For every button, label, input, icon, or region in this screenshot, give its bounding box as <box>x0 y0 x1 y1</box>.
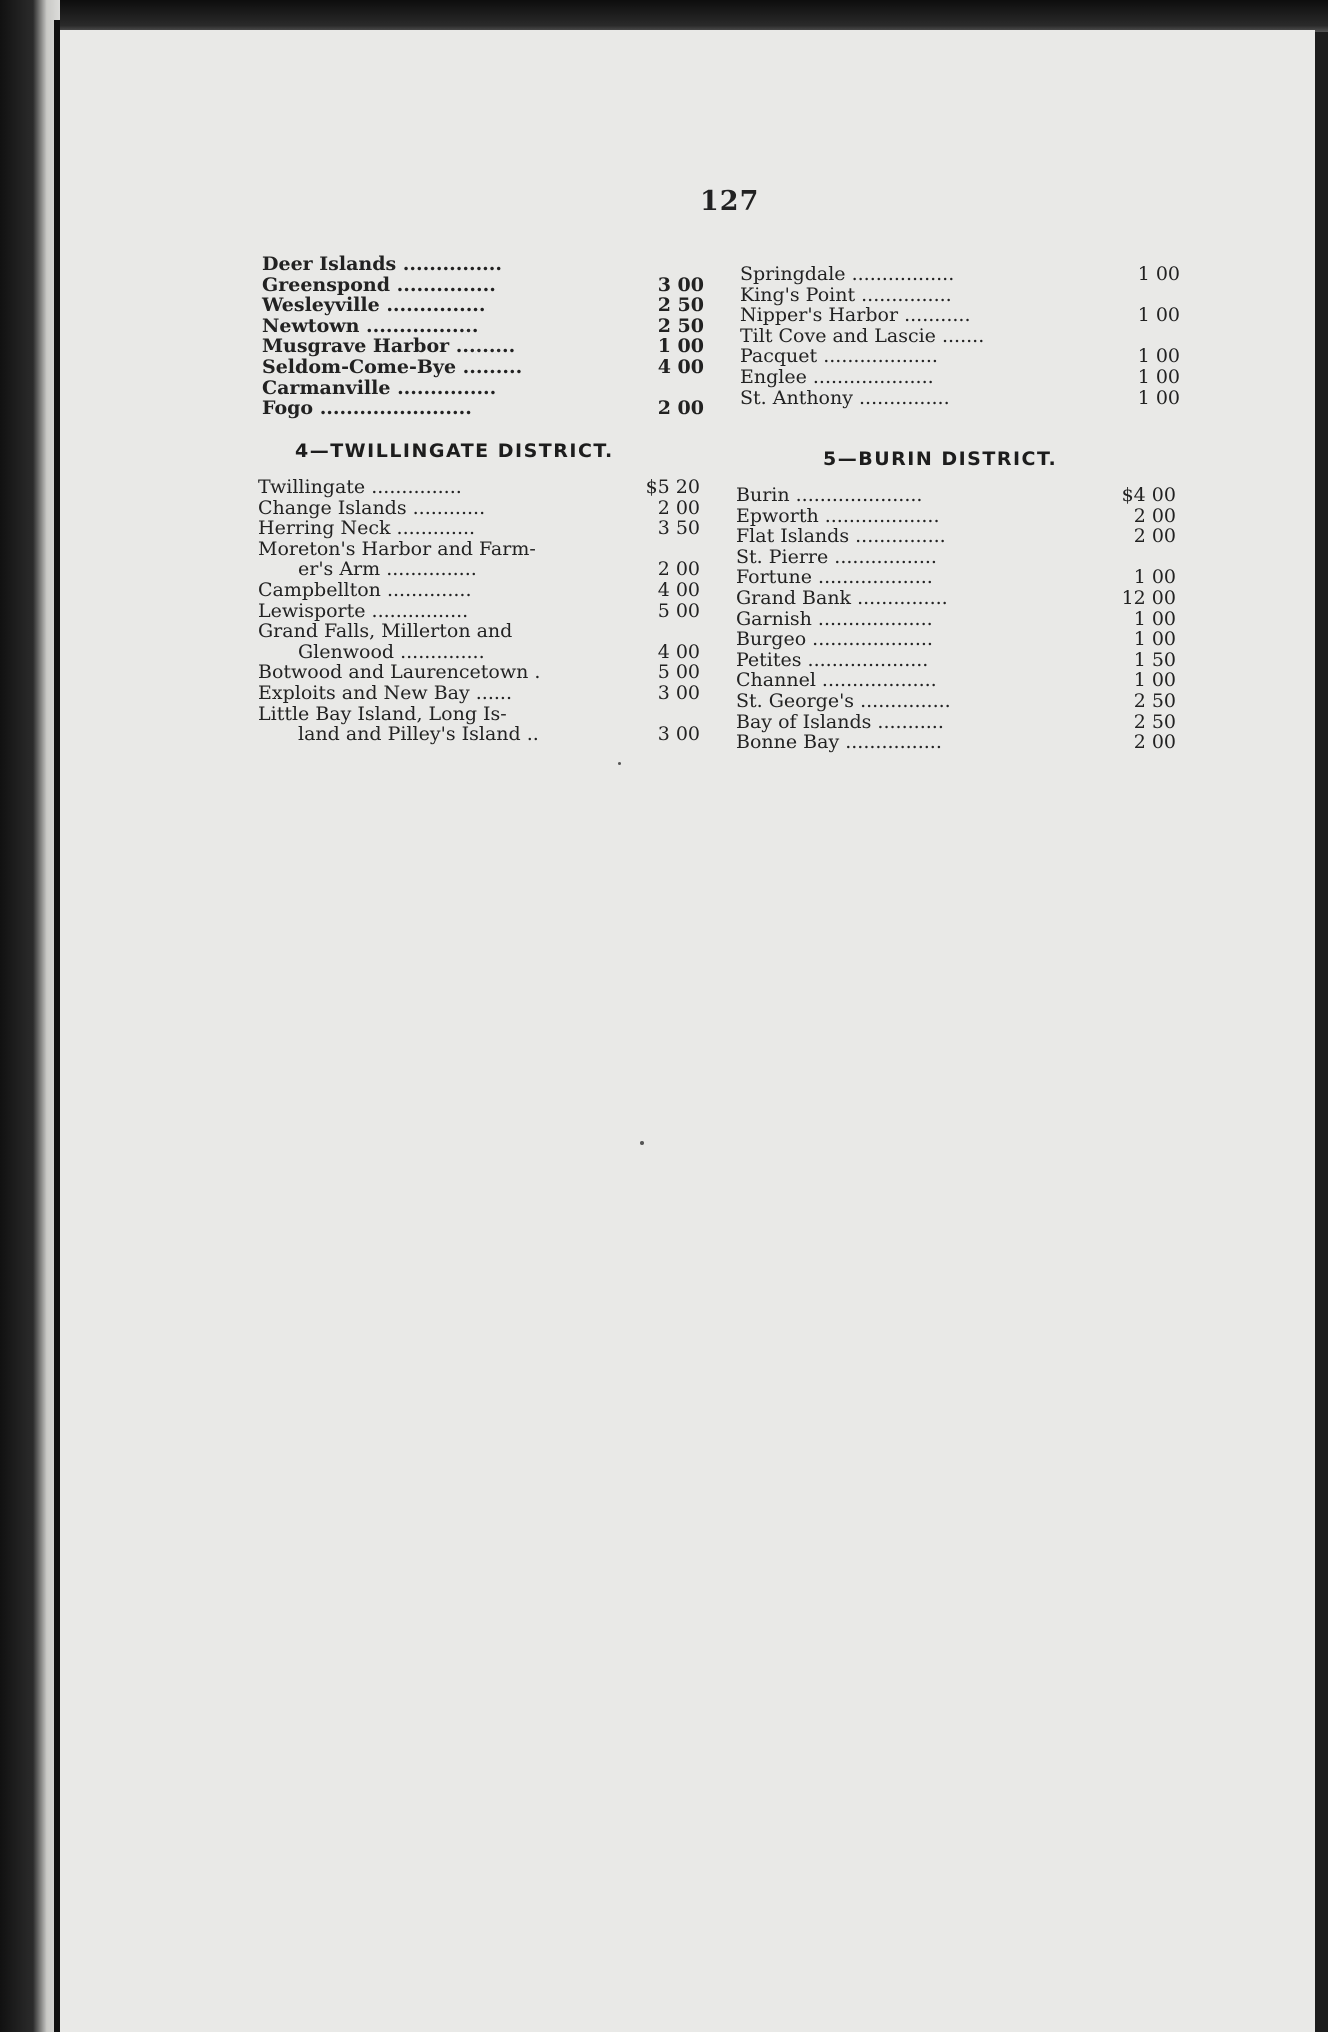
amount: 1 00 <box>1137 304 1180 327</box>
list-item <box>262 378 708 399</box>
place-name: Petites .................... <box>736 648 929 671</box>
list-item <box>258 662 704 683</box>
list-item <box>258 580 704 601</box>
twillingate-list <box>258 477 704 745</box>
place-name: Tilt Cove and Lascie ....... <box>740 324 985 347</box>
list-item <box>736 609 1178 630</box>
amount: 4 00 <box>657 640 700 663</box>
left-top-list <box>262 254 708 419</box>
place-name: St. Pierre ................. <box>736 545 937 568</box>
list-item <box>258 477 704 498</box>
page-speck <box>640 1141 644 1145</box>
list-item <box>736 670 1178 691</box>
place-name: Bonne Bay ................ <box>736 731 942 754</box>
place-name: Twillingate ............... <box>258 476 462 498</box>
scan-top-edge <box>0 0 1328 32</box>
list-item <box>258 518 704 539</box>
place-name: Herring Neck ............. <box>258 517 476 540</box>
amount: 1 00 <box>1133 607 1176 630</box>
list-item <box>740 388 1182 409</box>
amount: 2 00 <box>1133 525 1176 548</box>
list-item <box>258 498 704 519</box>
amount: 2 00 <box>1133 504 1176 527</box>
amount: 3 00 <box>657 273 704 296</box>
amount: 2 00 <box>657 397 704 420</box>
list-item <box>736 485 1178 506</box>
list-item <box>736 547 1178 568</box>
place-name: St. George's ............... <box>736 689 951 712</box>
place-name: Lewisporte ................ <box>258 599 469 622</box>
amount: 1 00 <box>1137 263 1180 285</box>
amount: 3 00 <box>657 681 700 704</box>
list-item <box>740 264 1182 285</box>
list-item <box>736 712 1178 733</box>
amount: 2 50 <box>1133 689 1176 712</box>
spine-edge <box>54 20 60 2032</box>
list-item <box>262 295 708 316</box>
list-item <box>740 285 1182 306</box>
place-name: Burgeo .................... <box>736 628 933 651</box>
place-name: Burin ..................... <box>736 484 923 506</box>
list-item <box>258 642 704 663</box>
place-name: Newtown ................. <box>262 314 479 337</box>
place-name: land and Pilley's Island .. <box>298 723 539 746</box>
list-item <box>736 629 1178 650</box>
place-name: Fortune ................... <box>736 566 933 589</box>
list-item <box>740 326 1182 347</box>
place-name: Little Bay Island, Long Is- <box>258 702 507 725</box>
place-name: Carmanville ............... <box>262 376 497 399</box>
list-item <box>736 567 1178 588</box>
place-name: Greenspond ............... <box>262 273 496 296</box>
place-name: Botwood and Laurencetown . <box>258 661 541 684</box>
place-name: Change Islands ............ <box>258 496 486 519</box>
list-item <box>258 559 704 580</box>
list-item <box>262 336 708 357</box>
place-name: St. Anthony ............... <box>740 386 950 409</box>
amount: 5 00 <box>657 599 700 622</box>
amount: 2 00 <box>1133 731 1176 754</box>
list-item <box>736 691 1178 712</box>
list-item <box>736 526 1178 547</box>
twillingate-heading: 4—TWILLINGATE DISTRICT. <box>295 440 614 462</box>
place-name: Moreton's Harbor and Farm- <box>258 537 536 560</box>
amount: 2 50 <box>657 294 704 317</box>
list-item <box>736 650 1178 671</box>
amount: 2 00 <box>657 496 700 519</box>
amount: 2 50 <box>1133 710 1176 733</box>
list-item <box>736 588 1178 609</box>
list-item <box>740 305 1182 326</box>
place-name: King's Point ............... <box>740 283 952 306</box>
amount: 1 00 <box>1133 669 1176 692</box>
list-item <box>736 506 1178 527</box>
book-spine <box>0 0 60 2032</box>
amount: 1 00 <box>657 335 704 358</box>
amount: 1 00 <box>1137 345 1180 368</box>
place-name: Glenwood .............. <box>298 640 485 663</box>
right-top-list <box>740 264 1182 408</box>
amount: 5 00 <box>657 661 700 684</box>
place-name: Pacquet ................... <box>740 345 938 368</box>
place-name: er's Arm ............... <box>298 558 477 581</box>
amount: 3 00 <box>657 723 700 746</box>
amount: 1 50 <box>1133 648 1176 671</box>
list-item <box>258 601 704 622</box>
amount: 2 50 <box>657 314 704 337</box>
place-name: Epworth ................... <box>736 504 940 527</box>
place-name: Channel ................... <box>736 669 937 692</box>
amount: 4 00 <box>657 578 700 601</box>
place-name: Grand Falls, Millerton and <box>258 620 513 643</box>
list-item <box>258 704 704 725</box>
amount: 1 00 <box>1137 386 1180 409</box>
amount: 12 00 <box>1121 586 1176 609</box>
place-name: Englee .................... <box>740 365 934 388</box>
page-number: 127 <box>700 186 760 217</box>
amount: 1 00 <box>1133 566 1176 589</box>
list-item <box>740 346 1182 367</box>
place-name: Grand Bank ............... <box>736 586 948 609</box>
place-name: Seldom-Come-Bye ......... <box>262 355 523 378</box>
list-item <box>262 357 708 378</box>
burin-list <box>736 485 1178 753</box>
place-name: Musgrave Harbor ......... <box>262 335 516 358</box>
list-item <box>262 275 708 296</box>
amount: $4 00 <box>1121 484 1176 506</box>
list-item <box>736 732 1178 753</box>
amount: 1 00 <box>1133 628 1176 651</box>
list-item <box>258 683 704 704</box>
amount: $5 20 <box>645 476 700 498</box>
amount: 4 00 <box>657 355 704 378</box>
list-item <box>258 724 704 745</box>
place-name: Deer Islands ............... <box>262 253 503 275</box>
list-item <box>258 539 704 560</box>
list-item <box>740 367 1182 388</box>
place-name: Bay of Islands ........... <box>736 710 944 733</box>
list-item <box>262 254 708 275</box>
place-name: Flat Islands ............... <box>736 525 946 548</box>
place-name: Nipper's Harbor ........... <box>740 304 971 327</box>
place-name: Springdale ................. <box>740 263 955 285</box>
place-name: Wesleyville ............... <box>262 294 486 317</box>
place-name: Campbellton .............. <box>258 578 472 601</box>
list-item <box>258 621 704 642</box>
place-name: Exploits and New Bay ...... <box>258 681 513 704</box>
amount: 2 00 <box>657 558 700 581</box>
place-name: Garnish ................... <box>736 607 933 630</box>
place-name: Fogo ....................... <box>262 397 472 420</box>
burin-heading: 5—BURIN DISTRICT. <box>823 448 1058 470</box>
list-item <box>262 398 708 419</box>
amount: 1 00 <box>1137 365 1180 388</box>
list-item <box>262 316 708 337</box>
page-speck <box>618 762 621 765</box>
amount: 3 50 <box>657 517 700 540</box>
